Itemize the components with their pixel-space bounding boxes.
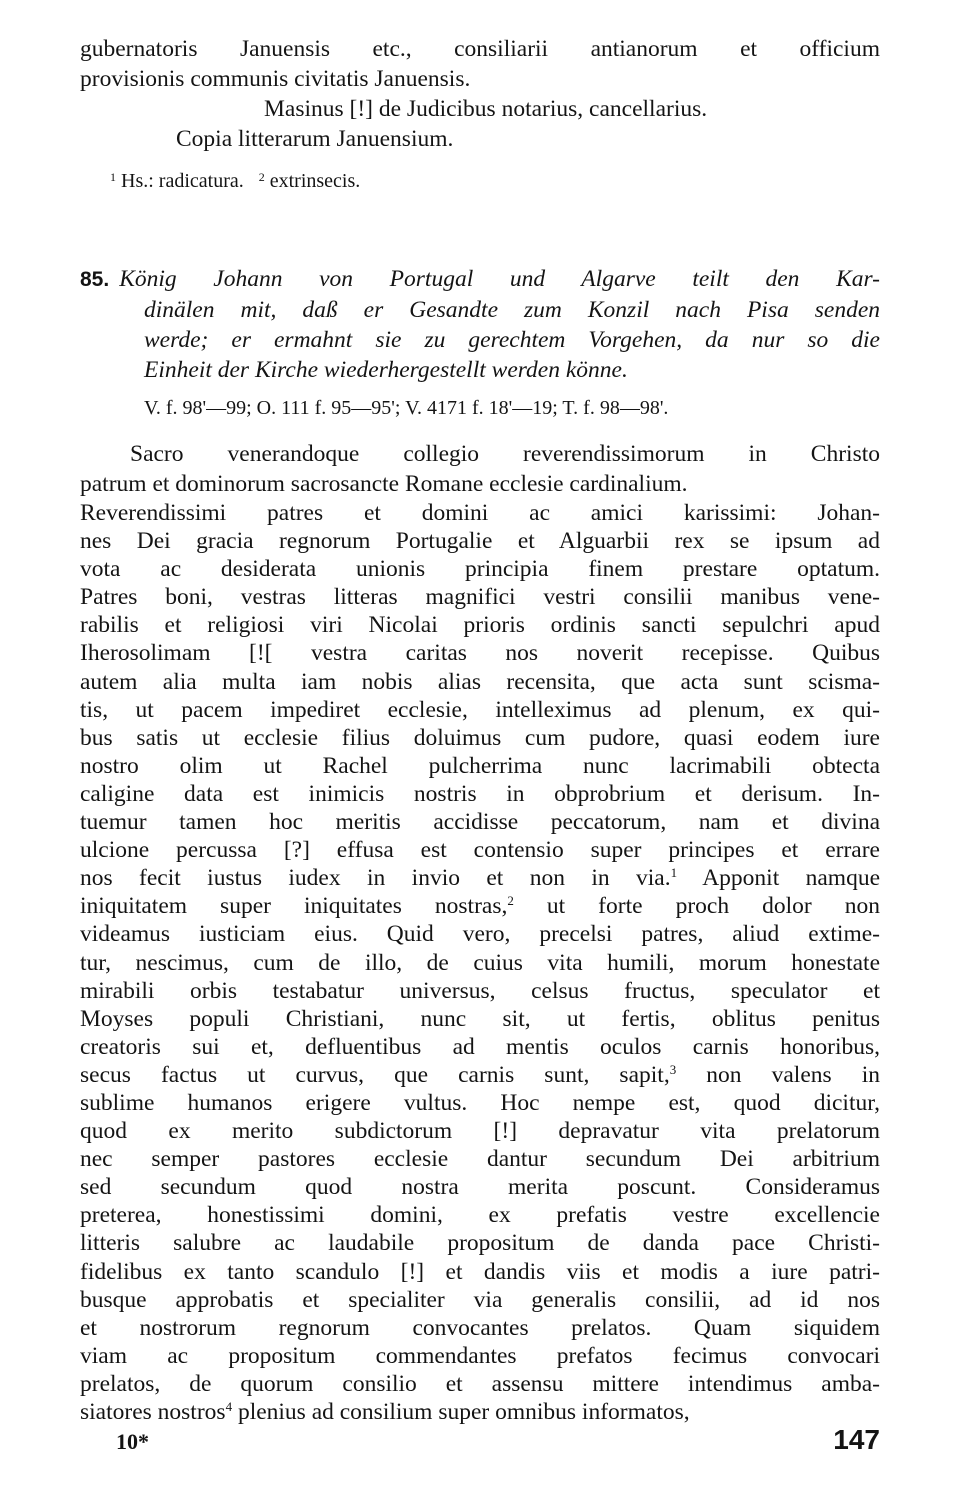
copy-note: Copia litterarum Januensium. — [176, 126, 454, 152]
footnotes — [80, 164, 880, 194]
page — [80, 34, 880, 1426]
body-line: preterea, honestissimi domini, ex prefatis vestre excellencie — [80, 1202, 880, 1229]
footnote-text: extrinsecis. — [269, 170, 361, 192]
address-line: patrum et dominorum sacrosancte Romane ecclesie cardinalium. — [80, 471, 688, 497]
body-line: bus satis ut ecclesie filius doluimus cum pudore, quasi eodem iure — [80, 724, 880, 751]
body-line: nostro olim ut Rachel pulcherrima nunc lacrimabili obtecta — [80, 752, 880, 779]
body-line: siatores nostros$^4$ plenius ad consilium super omnibus informatos, — [80, 1399, 690, 1425]
document-heading — [80, 264, 880, 385]
body-line: ulcione percussa [?] effusa est contensio super principes et errare — [80, 837, 880, 864]
address — [80, 439, 880, 499]
body-line: busque approbatis et specialiter via generalis consilii, ad id nos — [80, 1286, 880, 1313]
body-line: litteris salubre ac laudabile propositum de danda pace Christi- — [80, 1230, 880, 1257]
body-line: sublime humanos erigere vultus. Hoc nempe est, quod dicitur, — [80, 1089, 880, 1116]
footnote-mark: 1 — [110, 170, 116, 184]
footnote-ref: 3 — [669, 1061, 677, 1077]
body-line: Reverendissimi patres et domini ac amici karissimi: Johan- — [80, 500, 880, 526]
body-line: prelatos, de quorum consilio et assensu mittere intendimus amba- — [80, 1370, 880, 1397]
manuscript-sigla: V. f. 98'—99; O. 111 f. 95—95'; V. 4171 f. 18'—19; T. f. 98—98'. — [144, 397, 669, 419]
address-line: Sacro venerandoque collegio reverendissimorum in Christo — [130, 441, 880, 467]
body-line: vota ac desiderata unionis principia finem prestare optatum. — [80, 556, 880, 583]
body-line: nos fecit iustus iudex in invio et non in via.$^1$ Apponit namque — [80, 865, 881, 892]
body-line: caligine data est inimicis nostris in obprobrium et derisum. In- — [80, 780, 880, 807]
body-line: sed secundum quod nostra merita poscunt. Consideramus — [80, 1174, 880, 1201]
document-number: 85. — [80, 268, 110, 291]
body-line: Iherosolimam [![ vestra caritas nos noverit recepisse. Quibus — [80, 640, 880, 667]
body-line: nes Dei gracia regnorum Portugalie et Alguarbii rex se ipsum ad — [80, 528, 880, 555]
body-line: iniquitatem super iniquitates nostras,$^2$ ut forte proch dolor non — [80, 893, 880, 920]
body-line: viam ac propositum commendantes prefatos fecimus convocari — [80, 1342, 880, 1369]
footnote-ref: 2 — [507, 893, 514, 909]
page-number: 147 — [833, 1424, 880, 1455]
body-line: Moyses populi Christiani, nunc sit, ut fertis, oblitus penitus — [80, 1005, 880, 1032]
body-line: autem alia multa iam nobis alias recensita, que acta sunt scisma- — [80, 668, 880, 695]
body-line: videamus iusticiam eius. Quid vero, precelsi patres, aliud extime- — [80, 921, 880, 948]
notary-signature: Masinus [!] de Judicibus notarius, cancellarius. — [264, 96, 708, 122]
text-line: provisionis communis civitatis Januensis. — [80, 66, 471, 92]
heading-line: 85. König Johann von Portugal und Algarve teilt den Kar- — [80, 266, 880, 292]
footnote-text: Hs.: radicatura. — [121, 170, 244, 192]
text-line: gubernatoris Januensis etc., consiliarii antianorum et officium — [80, 36, 880, 62]
top-block — [80, 34, 880, 154]
body-line: et nostrorum regnorum convocantes prelatos. Quam siquidem — [80, 1314, 880, 1341]
body-line: tuemur tamen hoc meritis accidisse peccatorum, nam et divina — [80, 809, 880, 836]
body-line: mirabili orbis testabatur universus, celsus fructus, speculator et — [80, 977, 880, 1004]
heading-line: Einheit der Kirche wiederhergestellt werden könne. — [144, 357, 628, 383]
footnote-mark: 2 — [258, 170, 265, 184]
body-text — [80, 499, 880, 1426]
body-line: secus factus ut curvus, que carnis sunt, sapit,$^3$ non valens in — [80, 1061, 880, 1088]
footnote-ref: 1 — [670, 865, 678, 881]
heading-line: dinälen mit, daß er Gesandte zum Konzil nach Pisa senden — [144, 297, 880, 323]
body-line: creatoris sui et, defluentibus ad mentis oculos carnis honoribus, — [80, 1033, 880, 1060]
body-line: Patres boni, vestras litteras magnifici vestri consilii manibus vene- — [80, 584, 880, 611]
body-line: tis, ut pacem impediret ecclesie, intelleximus ad plenum, ex qui- — [80, 696, 880, 723]
body-line: fidelibus ex tanto scandulo [!] et dandis viis et modis a iure patri- — [80, 1258, 880, 1285]
body-line: quod ex merito subdictorum [!] depravatur vita prelatorum — [80, 1118, 880, 1145]
signature-mark: 10* — [116, 1429, 149, 1454]
body-line: nec semper pastores ecclesie dantur secundum Dei arbitrium — [80, 1146, 880, 1173]
body-line: rabilis et religiosi viri Nicolai prioris ordinis sancti sepulchri apud — [80, 612, 880, 639]
body-line: tur, nescimus, cum de illo, de cuius vita humili, morum honestate — [80, 949, 880, 976]
heading-line: werde; er ermahnt sie zu gerechtem Vorgehen, da nur so die — [144, 327, 880, 353]
footnote-ref: 4 — [225, 1399, 233, 1414]
